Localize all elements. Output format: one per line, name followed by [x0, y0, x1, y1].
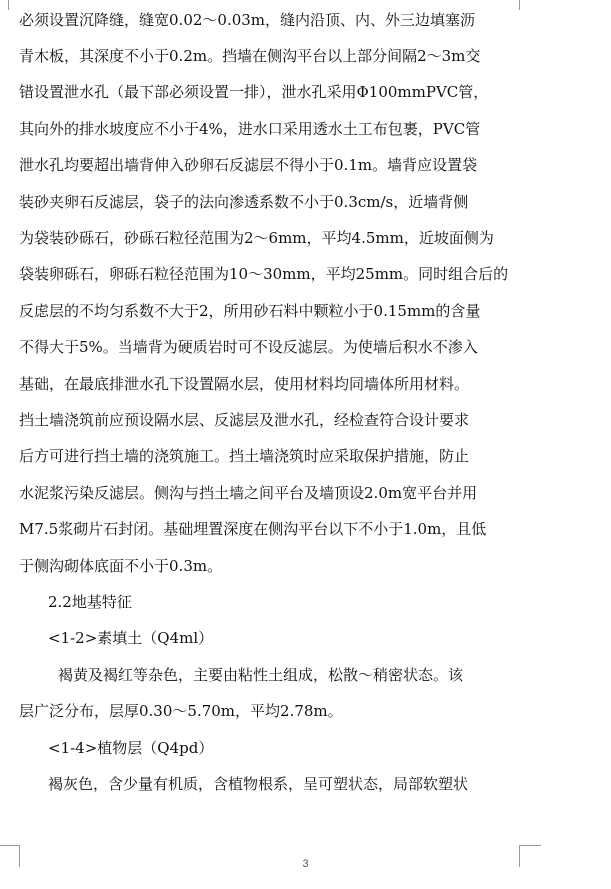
body-line: M7.5浆砌片石封闭。基础埋置深度在侧沟平台以下不小于1.0m，且低: [19, 520, 487, 538]
layer-description: 褐灰色，含少量有机质，含植物根系，呈可塑状态，局部软塑状: [48, 775, 469, 793]
body-line: 青木板，其深度不小于0.2m。挡墙在侧沟平台以上部分间隔2～3m交: [19, 47, 481, 65]
body-line: 基础，在最底排泄水孔下设置隔水层，使用材料均同墙体所用材料。: [19, 375, 470, 393]
body-line: 泄水孔均要超出墙背伸入砂卵石反滤层不得小于0.1m。墙背应设置袋: [19, 156, 478, 174]
body-line: 其向外的排水坡度应不小于4%，进水口采用透水土工布包裹，PVC管: [19, 120, 481, 138]
crop-mark-bottom-left-horizontal: [0, 845, 20, 846]
body-line: 袋装卵砾石，卵砾石粒径范围为10～30mm，平均25mm。同时组合后的: [19, 265, 509, 283]
crop-mark-top-left-vertical: [8, 0, 9, 10]
body-line: 后方可进行挡土墙的浇筑施工。挡土墙浇筑时应采取保护措施，防止: [19, 447, 470, 465]
layer-description: 层广泛分布，层厚0.30～5.70m，平均2.78m。: [19, 702, 343, 720]
body-line: 挡土墙浇筑前应预设隔水层、反滤层及泄水孔，经检查符合设计要求: [19, 411, 470, 429]
body-line: 于侧沟砌体底面不小于0.3m。: [19, 557, 223, 575]
body-line: 必须设置沉降缝，缝宽0.02～0.03m，缝内沿顶、内、外三边填塞沥: [19, 11, 476, 29]
body-line: 错设置泄水孔（最下部必须设置一排），泄水孔采用Φ100mmPVC管，: [19, 83, 489, 101]
body-line: 水泥浆污染反滤层。侧沟与挡土墙之间平台及墙顶设2.0m宽平台并用: [19, 484, 478, 502]
body-line: 不得大于5%。当墙背为硬质岩时可不设反滤层。为使墙后积水不渗入: [19, 338, 478, 356]
body-line: 反虑层的不均匀系数不大于2，所用砂石料中颗粒小于0.15mm的含量: [19, 302, 481, 320]
layer-heading: <1-2>素填土（Q4ml）: [48, 629, 214, 647]
crop-mark-bottom-right-horizontal: [519, 845, 541, 846]
layer-heading: <1-4>植物层（Q4pd）: [48, 739, 214, 757]
body-line: 为袋装砂砾石，砂砾石粒径范围为2～6mm，平均4.5mm，近坡面侧为: [19, 229, 494, 247]
body-line: 装砂夹卵石反滤层，袋子的法向渗透系数不小于0.3cm/s，近墙背侧: [19, 193, 469, 211]
layer-description: 褐黄及褐红等杂色，主要由粘性土组成，松散～稍密状态。该: [58, 666, 464, 684]
section-heading: 2.2地基特征: [48, 593, 132, 611]
crop-mark-top-right-vertical: [519, 0, 520, 10]
page-number: 3: [302, 858, 309, 870]
